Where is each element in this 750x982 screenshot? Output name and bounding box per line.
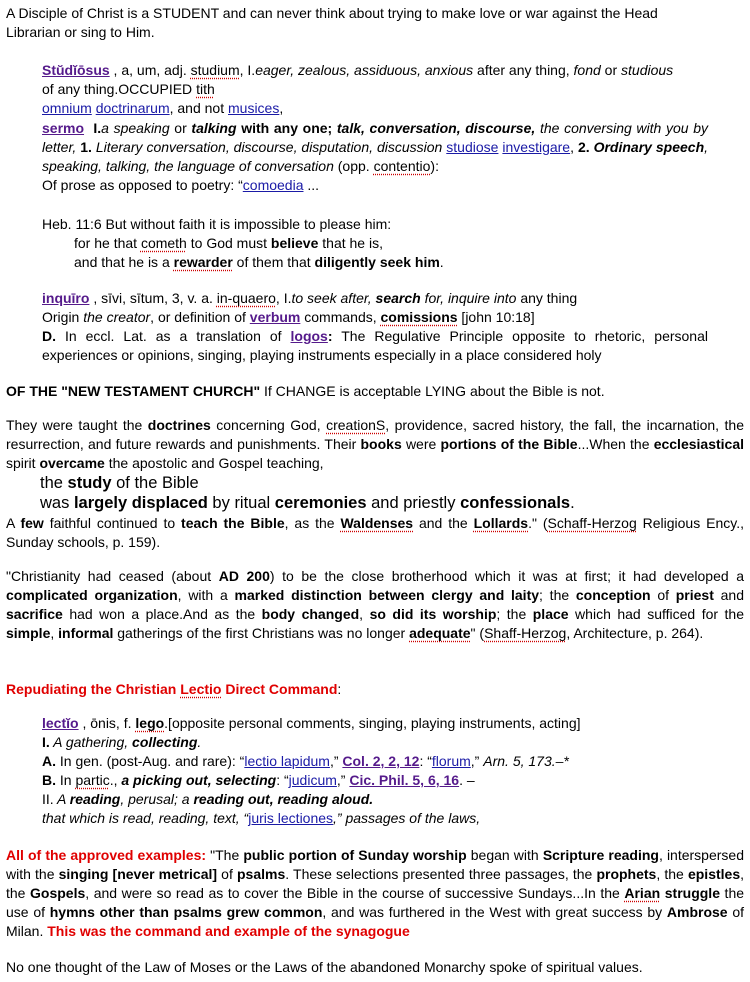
- approved-examples-paragraph: All of the approved examples: "The public portion of Sunday worship began with Scripture reading, interspersed with the singing [never metrical] of psalms. These selections presented three passages, the prophets, the epistles, the Gospels, and were so read as to cover the Bible in the course of successive Sundays...In the Arian struggle the use of hymns other than psalms grew common, and was furthered in the West with great success by Ambrose of Milan. This was the command and example of the synagogue: [6, 847, 745, 939]
- florum-link[interactable]: florum: [431, 753, 471, 769]
- logos-link[interactable]: logos: [290, 328, 328, 344]
- cic-reference-link[interactable]: Cic. Phil. 5, 6, 16: [349, 772, 460, 788]
- sermo-entry: sermo I.a speaking or talking with any one; talk, conversation, discourse, the conversing with you by letter, 1. Literary conversation, discourse, disputation, discussion studiose investigare, 2. Ordinary speech, speaking, talking, the language of conversation (opp. contentio): Of prose as opposed to poetry: “comoedia ...: [42, 120, 709, 193]
- doctrines-paragraph: They were taught the doctrines concerning God, creationS, providence, sacred history, the fall, the incarnation, the resurrection, and future rewards and punishments. Their books were portions of the Bible...When the ecclesiastical spirit overcame the apostolic and Gospel teaching, the study of the Bible was largely displaced by ritual ceremonies and priestly confessionals. A few faithful continued to teach the Bible, as the Waldenses and the Lollards." (Schaff-Herzog Religious Ency., Sunday schools, p. 159).: [6, 417, 744, 550]
- christianity-paragraph: "Christianity had ceased (about AD 200) to be the close brotherhood which it was at first; it had developed a complicated organization, with a marked distinction between clergy and laity; the conception of priest and sacrifice had won a place.And as the body changed, so did its worship; the place which had sufficed for the simple, informal gatherings of the first Christians was no longer adequate" (Shaff-Herzog, Architecture, p. 264).: [6, 568, 745, 641]
- lectio-headword[interactable]: lectĭo: [42, 715, 79, 731]
- studium-link[interactable]: studium: [190, 62, 240, 78]
- investigare-link[interactable]: investigare: [502, 139, 571, 155]
- comoedia-link[interactable]: comoedia: [242, 177, 304, 193]
- judicum-link[interactable]: judicum: [288, 772, 337, 788]
- omnium-link[interactable]: omnium: [42, 100, 92, 116]
- closing-line: No one thought of the Law of Moses or the Laws of the abandoned Monarchy spoke of spiritual values.: [6, 959, 643, 975]
- sermo-headword[interactable]: sermo: [42, 120, 85, 136]
- lectio-entry: lectĭo , ōnis, f. lego.[opposite personal comments, singing, playing instruments, acting] I. A gathering, collecting. A. In gen. (post-Aug. and rare): “lectio lapidum,” Col. 2, 2, 12: “florum,” Arn. 5, 173.–* B. In partic., a picking out, selecting: “judicum,” Cic. Phil. 5, 6, 16. – II. A reading, perusal; a reading out, reading aloud. that which is read, reading, text, “juris lectiones,” passages of the laws,: [42, 715, 581, 826]
- intro-paragraph: [6, 4, 744, 42]
- inquiro-entry: inquīro , sīvi, sītum, 3, v. a. in-quaero, I.to seek after, search for, inquire into any thing Origin the creator, or definition of verbum commands, comissions [john 10:18] D. In eccl. Lat. as a translation of logos: The Regulative Principle opposite to rhetoric, personal experiences or opinions, singing, playing instruments especially in a place considered holy: [42, 290, 708, 363]
- studiose-link[interactable]: studiose: [446, 139, 499, 155]
- doctrinarum-link[interactable]: doctrinarum: [95, 100, 170, 116]
- juris-lectiones-link[interactable]: juris lectiones: [248, 810, 334, 826]
- intro-line-2: Librarian or sing to Him.: [6, 24, 155, 40]
- col-reference-link[interactable]: Col. 2, 2, 12: [342, 753, 420, 769]
- repudiating-heading: Repudiating the Christian Lectio Direct Command:: [6, 681, 342, 697]
- musices-link[interactable]: musices: [228, 100, 280, 116]
- studiosus-entry: Stŭdĭōsus , a, um, adj. studium, I.eager, zealous, assiduous, anxious after any thing, fond or studious of any thing.OCCUPIED tith omnium doctrinarum, and not musices,: [42, 62, 674, 116]
- intro-line-1: A Disciple of Christ is a STUDENT and can never think about trying to make love or war against the Head: [6, 5, 658, 21]
- lectio-lapidum-link[interactable]: lectio lapidum: [244, 753, 330, 769]
- inquiro-headword[interactable]: inquīro: [42, 290, 90, 306]
- studiosus-headword[interactable]: Stŭdĭōsus: [42, 62, 110, 78]
- ntc-heading: OF THE "NEW TESTAMENT CHURCH" If CHANGE is acceptable LYING about the Bible is not.: [6, 383, 605, 399]
- verbum-link[interactable]: verbum: [249, 309, 301, 325]
- hebrews-quote: Heb. 11:6 But without faith it is impossible to please him: for he that cometh to God must believe that he is, and that he is a rewarder of them that diligently seek him.: [42, 216, 444, 270]
